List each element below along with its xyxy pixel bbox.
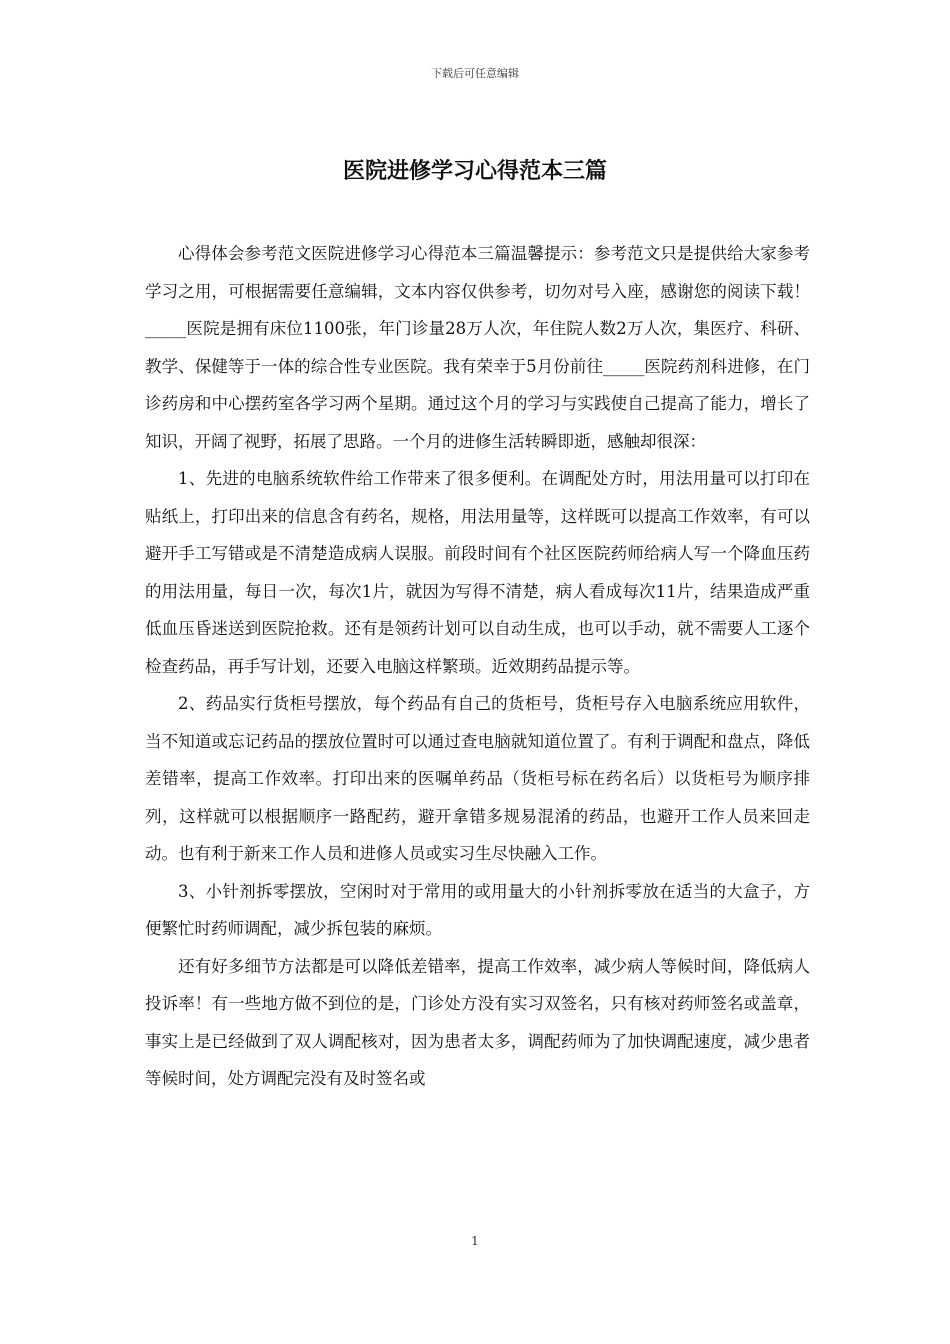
paragraph-closing: 还有好多细节方法都是可以降低差错率，提高工作效率，减少病人等候时间，降低病人投诉率！有一些地方做不到位的是，门诊处方没有实习双签名，只有核对药师签名或盖章，事实上是已经做到了双人调配核对，因为患者太多，调配药师为了加快调配速度，减少患者等候时间，处方调配完没有及时签名或 (145, 956, 810, 1088)
paragraph-point-1: 1、先进的电脑系统软件给工作带来了很多便利。在调配处方时，用法用量可以打印在贴纸上，打印出来的信息含有药名，规格，用法用量等，这样既可以提高工作效率，有可以避开手工写错或是不清楚造成病人误服。前段时间有个社区医院药师给病人写一个降血压药的用法用量，每日一次，每次1片，就因为写得不清楚，病人看成每次11片，结果造成严重低血压昏迷送到医院抢救。还有是领药计划可以自动生成，也可以手动，就不需要人工逐个检查药品，再手写计划，还要入电脑这样繁琐。近效期药品提示等。 (145, 469, 810, 676)
paragraph-intro: 心得体会参考范文医院进修学习心得范本三篇温馨提示：参考范文只是提供给大家参考学习之用，可根据需要任意编辑，文本内容仅供参考，切勿对号入座，感谢您的阅读下载！_____医院是拥有床位1100张，年门诊量28万人次，年住院人数2万人次，集医疗、科研、教学、保健等于一体的综合性专业医院。我有荣幸于5月份前往_____医院药剂科进修，在门诊药房和中心摆药室各学习两个星期。通过这个月的学习与实践使自己提高了能力，增长了知识，开阔了视野，拓展了思路。一个月的进修生活转瞬即逝，感触却很深： (145, 244, 810, 451)
page-number: 1 (471, 1234, 479, 1248)
paragraph-point-2: 2、药品实行货柜号摆放，每个药品有自己的货柜号，货柜号存入电脑系统应用软件，当不知道或忘记药品的摆放位置时可以通过查电脑就知道位置了。有利于调配和盘点，降低差错率，提高工作效率。打印出来的医嘱单药品（货柜号标在药名后）以货柜号为顺序排列，这样就可以根据顺序一路配药，避开拿错多规易混淆的药品，也避开工作人员来回走动。也有利于新来工作人员和进修人员或实习生尽快融入工作。 (145, 694, 810, 863)
paragraph-point-3: 3、小针剂拆零摆放，空闲时对于常用的或用量大的小针剂拆零放在适当的大盒子，方便繁忙时药师调配，减少拆包装的麻烦。 (145, 881, 810, 938)
document-title: 医院进修学习心得范本三篇 (342, 158, 607, 184)
page-header-note: 下载后可任意编辑 (431, 67, 519, 80)
document-body (145, 235, 810, 1098)
